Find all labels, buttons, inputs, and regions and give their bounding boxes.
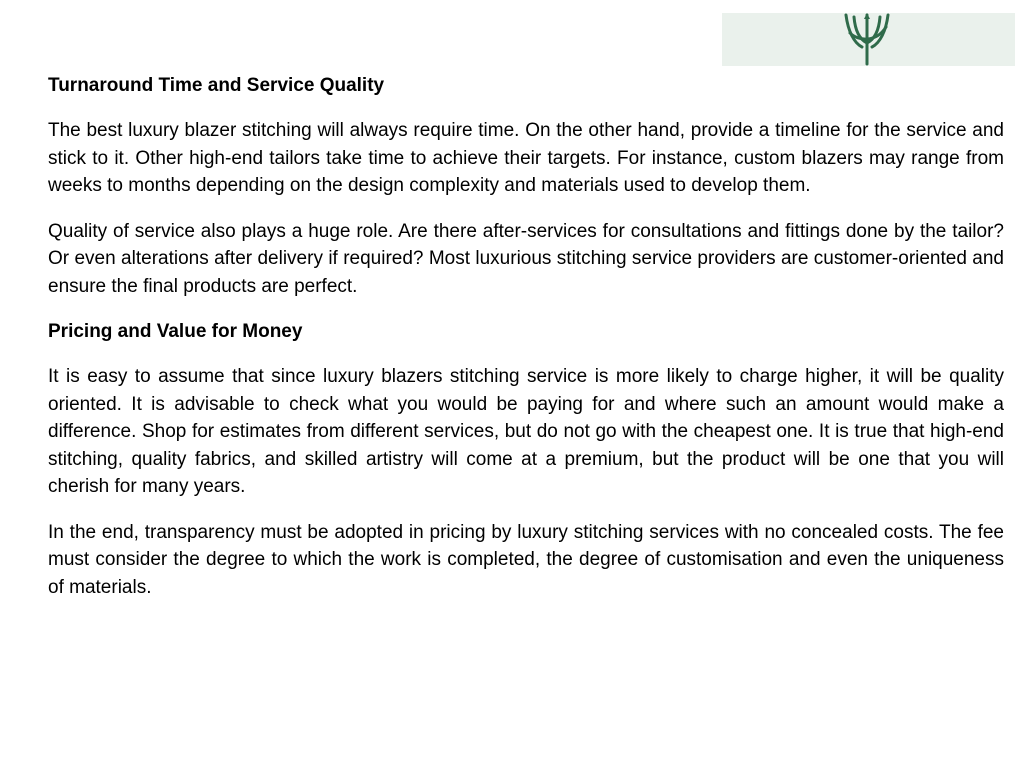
paragraph-service-quality: Quality of service also plays a huge role. Are there after-services for consultations and fittings done by the tailor? Or even alterations after delivery if required? Most luxurious stitching service providers are customer-oriented and ensure the final products are perfect. — [48, 220, 1004, 297]
section-heading-pricing: Pricing and Value for Money — [48, 321, 303, 342]
paragraph-pricing-value: It is easy to assume that since luxury blazers stitching service is more likely to charge higher, it will be quality oriented. It is advisable to check what you would be paying for and where such an amount would make a difference. Shop for estimates from different services, but do not go with the cheapest one. It is true that high-end stitching, quality fabrics, and skilled artistry will come at a premium, but the product will be one that you will cherish for many years. — [48, 366, 1004, 497]
article-body — [48, 72, 1004, 619]
paragraph-turnaround-timeline: The best luxury blazer stitching will always require time. On the other hand, provide a timeline for the service and stick to it. Other high-end tailors take time to achieve their targets. For instance, custom blazers may range from weeks to months depending on the design complexity and materials used to develop them. — [48, 120, 1004, 196]
section-heading-turnaround: Turnaround Time and Service Quality — [48, 75, 385, 96]
trident-w-monogram-icon — [840, 13, 896, 66]
paragraph-pricing-transparency: In the end, transparency must be adopted in pricing by luxury stitching services with no concealed costs. The fee must consider the degree to which the work is completed, the degree of customisation and even the uniqueness of materials. — [48, 521, 1004, 598]
brand-logo — [722, 13, 1015, 66]
